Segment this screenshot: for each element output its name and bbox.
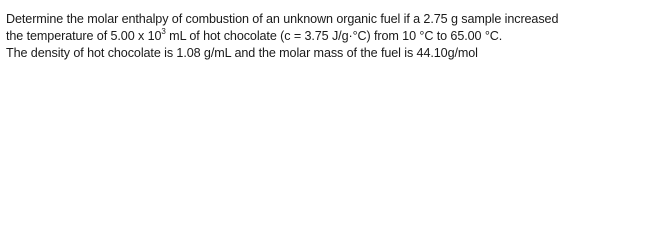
exponent: 3 bbox=[161, 26, 166, 36]
question-line-2-start: the temperature of 5.00 x 10 bbox=[6, 29, 162, 43]
question-text bbox=[0, 0, 661, 80]
question-line-3: The density of hot chocolate is 1.08 g/mL and the molar mass of the fuel is 44.10g/mol bbox=[6, 46, 478, 60]
question-line-2-end: mL of hot chocolate (c = 3.75 J/g·°C) from 10 °C to 65.00 °C. bbox=[165, 29, 503, 43]
question-line-2 bbox=[6, 28, 661, 45]
question-line-1: Determine the molar enthalpy of combustion of an unknown organic fuel if a 2.75 g sample increased bbox=[6, 12, 559, 26]
